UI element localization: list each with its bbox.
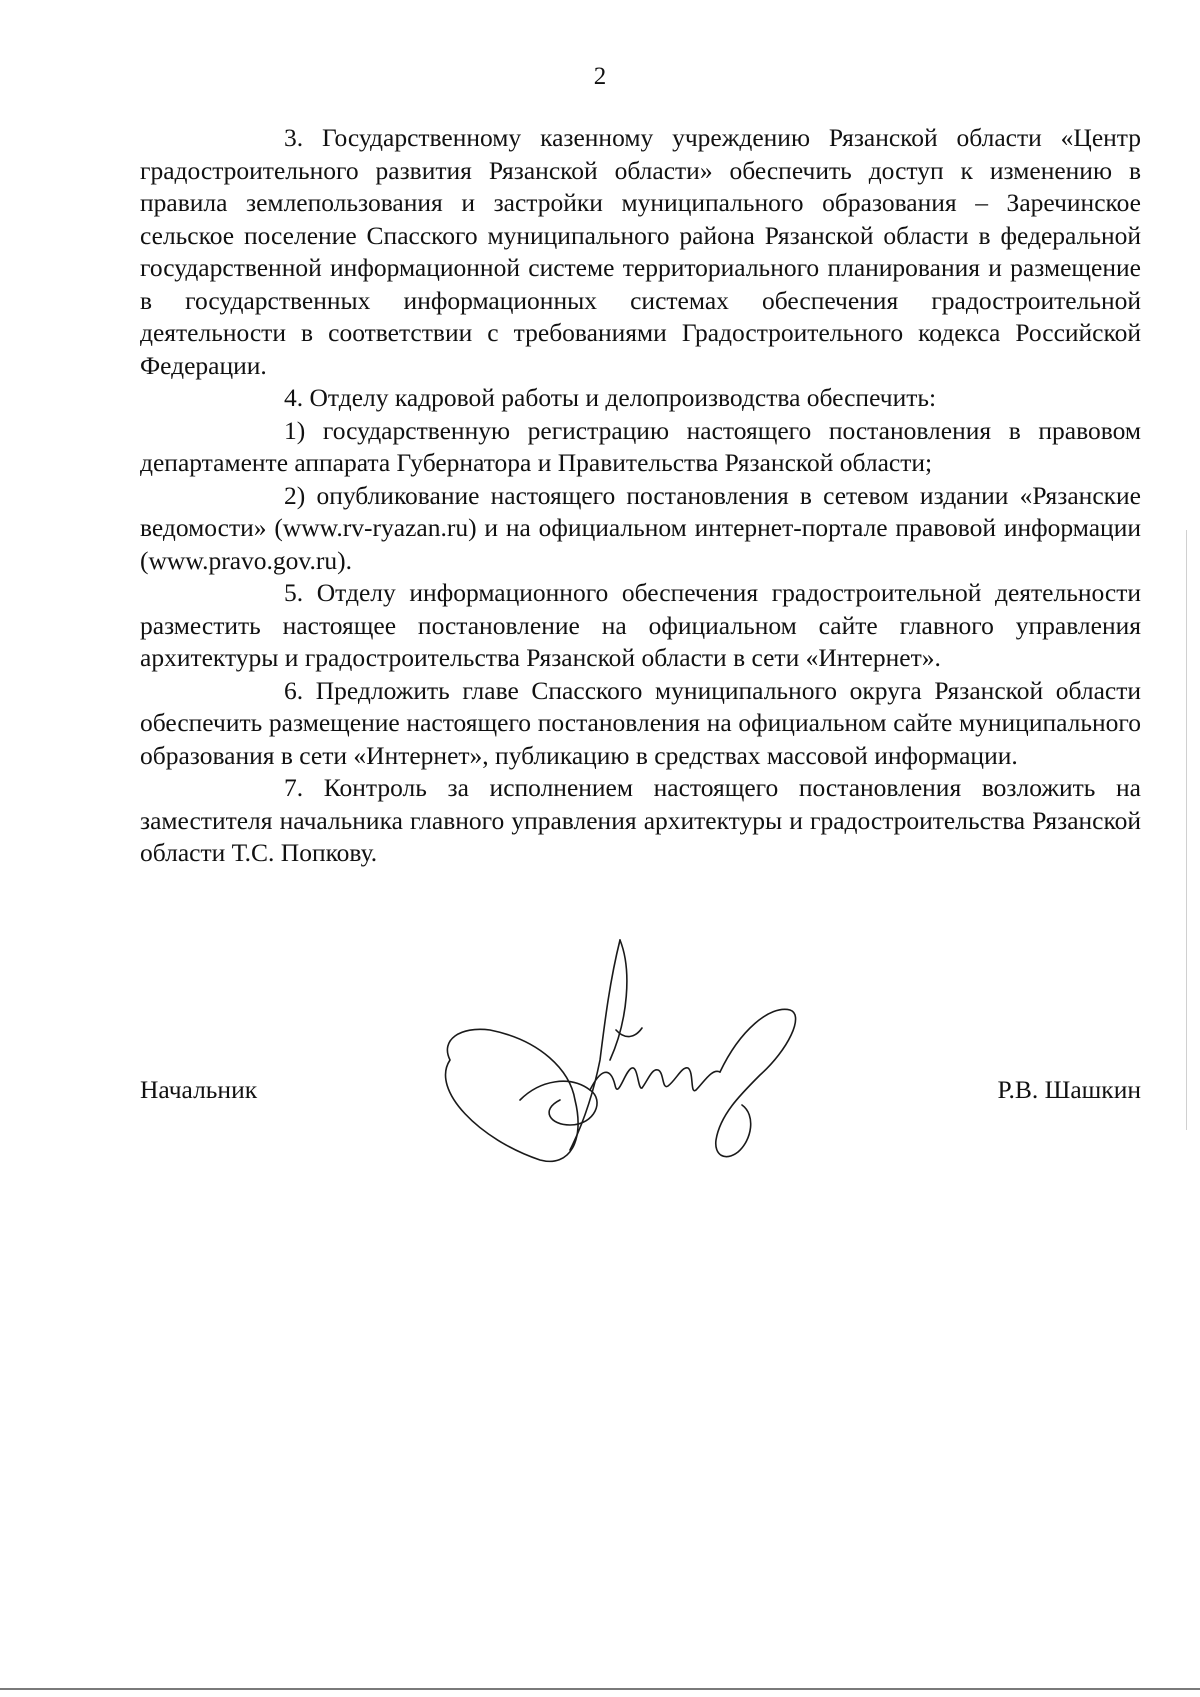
paragraph-5	[140, 577, 1141, 675]
paragraph-4-1	[140, 415, 1141, 480]
paragraph-number: 5.	[284, 578, 304, 607]
signature-block	[140, 1074, 1141, 1114]
paragraph-4-2	[140, 480, 1141, 578]
paragraph-number: 3.	[284, 123, 304, 152]
paragraph-number: 4.	[284, 383, 304, 412]
document-body	[140, 122, 1141, 870]
signer-name: Р.В. Шашкин	[997, 1075, 1141, 1104]
scan-bottom-border	[0, 1688, 1200, 1690]
scan-edge-line	[1186, 530, 1187, 1130]
paragraph-text: Предложить главе Спасского муниципального округа Рязанской области обеспечить размещение настоящего постановления на официальном сайте муниципального образования в сети «Интернет», публикацию в средствах массовой информации.	[140, 675, 1141, 770]
paragraph-7	[140, 772, 1141, 870]
paragraph-text: государственную регистрацию настоящего постановления в правовом департаменте аппарата Губернатора и Правительства Рязанской области;	[140, 415, 1141, 477]
paragraph-text: Контроль за исполнением настоящего постановления возложить на заместителя начальника главного управления архитектуры и градостроительства Рязанской области Т.С. Попкову.	[140, 773, 1141, 867]
paragraph-number: 6.	[284, 675, 304, 705]
paragraph-text: Отделу информационного обеспечения градостроительной деятельности разместить настоящее постановление на официальном сайте главного управления архитектуры и градостроительства Рязанской области в сети «Интернет».	[140, 578, 1141, 672]
paragraph-text: опубликование настоящего постановления в сетевом издании «Рязанские ведомости» (www.rv-ryazan.ru) и на официальном интернет-портале правовой информации (www.pravo.gov.ru).	[140, 480, 1141, 575]
signer-position: Начальник	[140, 1075, 258, 1104]
paragraph-number: 2)	[284, 480, 306, 510]
paragraph-number: 1)	[284, 415, 306, 445]
paragraph-6	[140, 675, 1141, 773]
page-number: 2	[593, 63, 607, 90]
paragraph-4	[140, 382, 1141, 415]
paragraph-text: Государственному казенному учреждению Рязанской области «Центр градостроительного развития Рязанской области» обеспечить доступ к изменению в правила землепользования и застройки муниципального образования – Заречинское сельское поселение Спасского муниципального района Рязанской области в федеральной государственной информационной системе территориального планирования и размещение в государственных информационных системах обеспечения градостроительной деятельности в соответствии с требованиями Градостроительного кодекса Российской Федерации.	[140, 123, 1142, 380]
paragraph-3	[140, 122, 1141, 382]
paragraph-number: 7.	[284, 773, 304, 802]
handwritten-signature	[420, 900, 830, 1200]
paragraph-text: Отделу кадровой работы и делопроизводства обеспечить:	[309, 383, 937, 412]
